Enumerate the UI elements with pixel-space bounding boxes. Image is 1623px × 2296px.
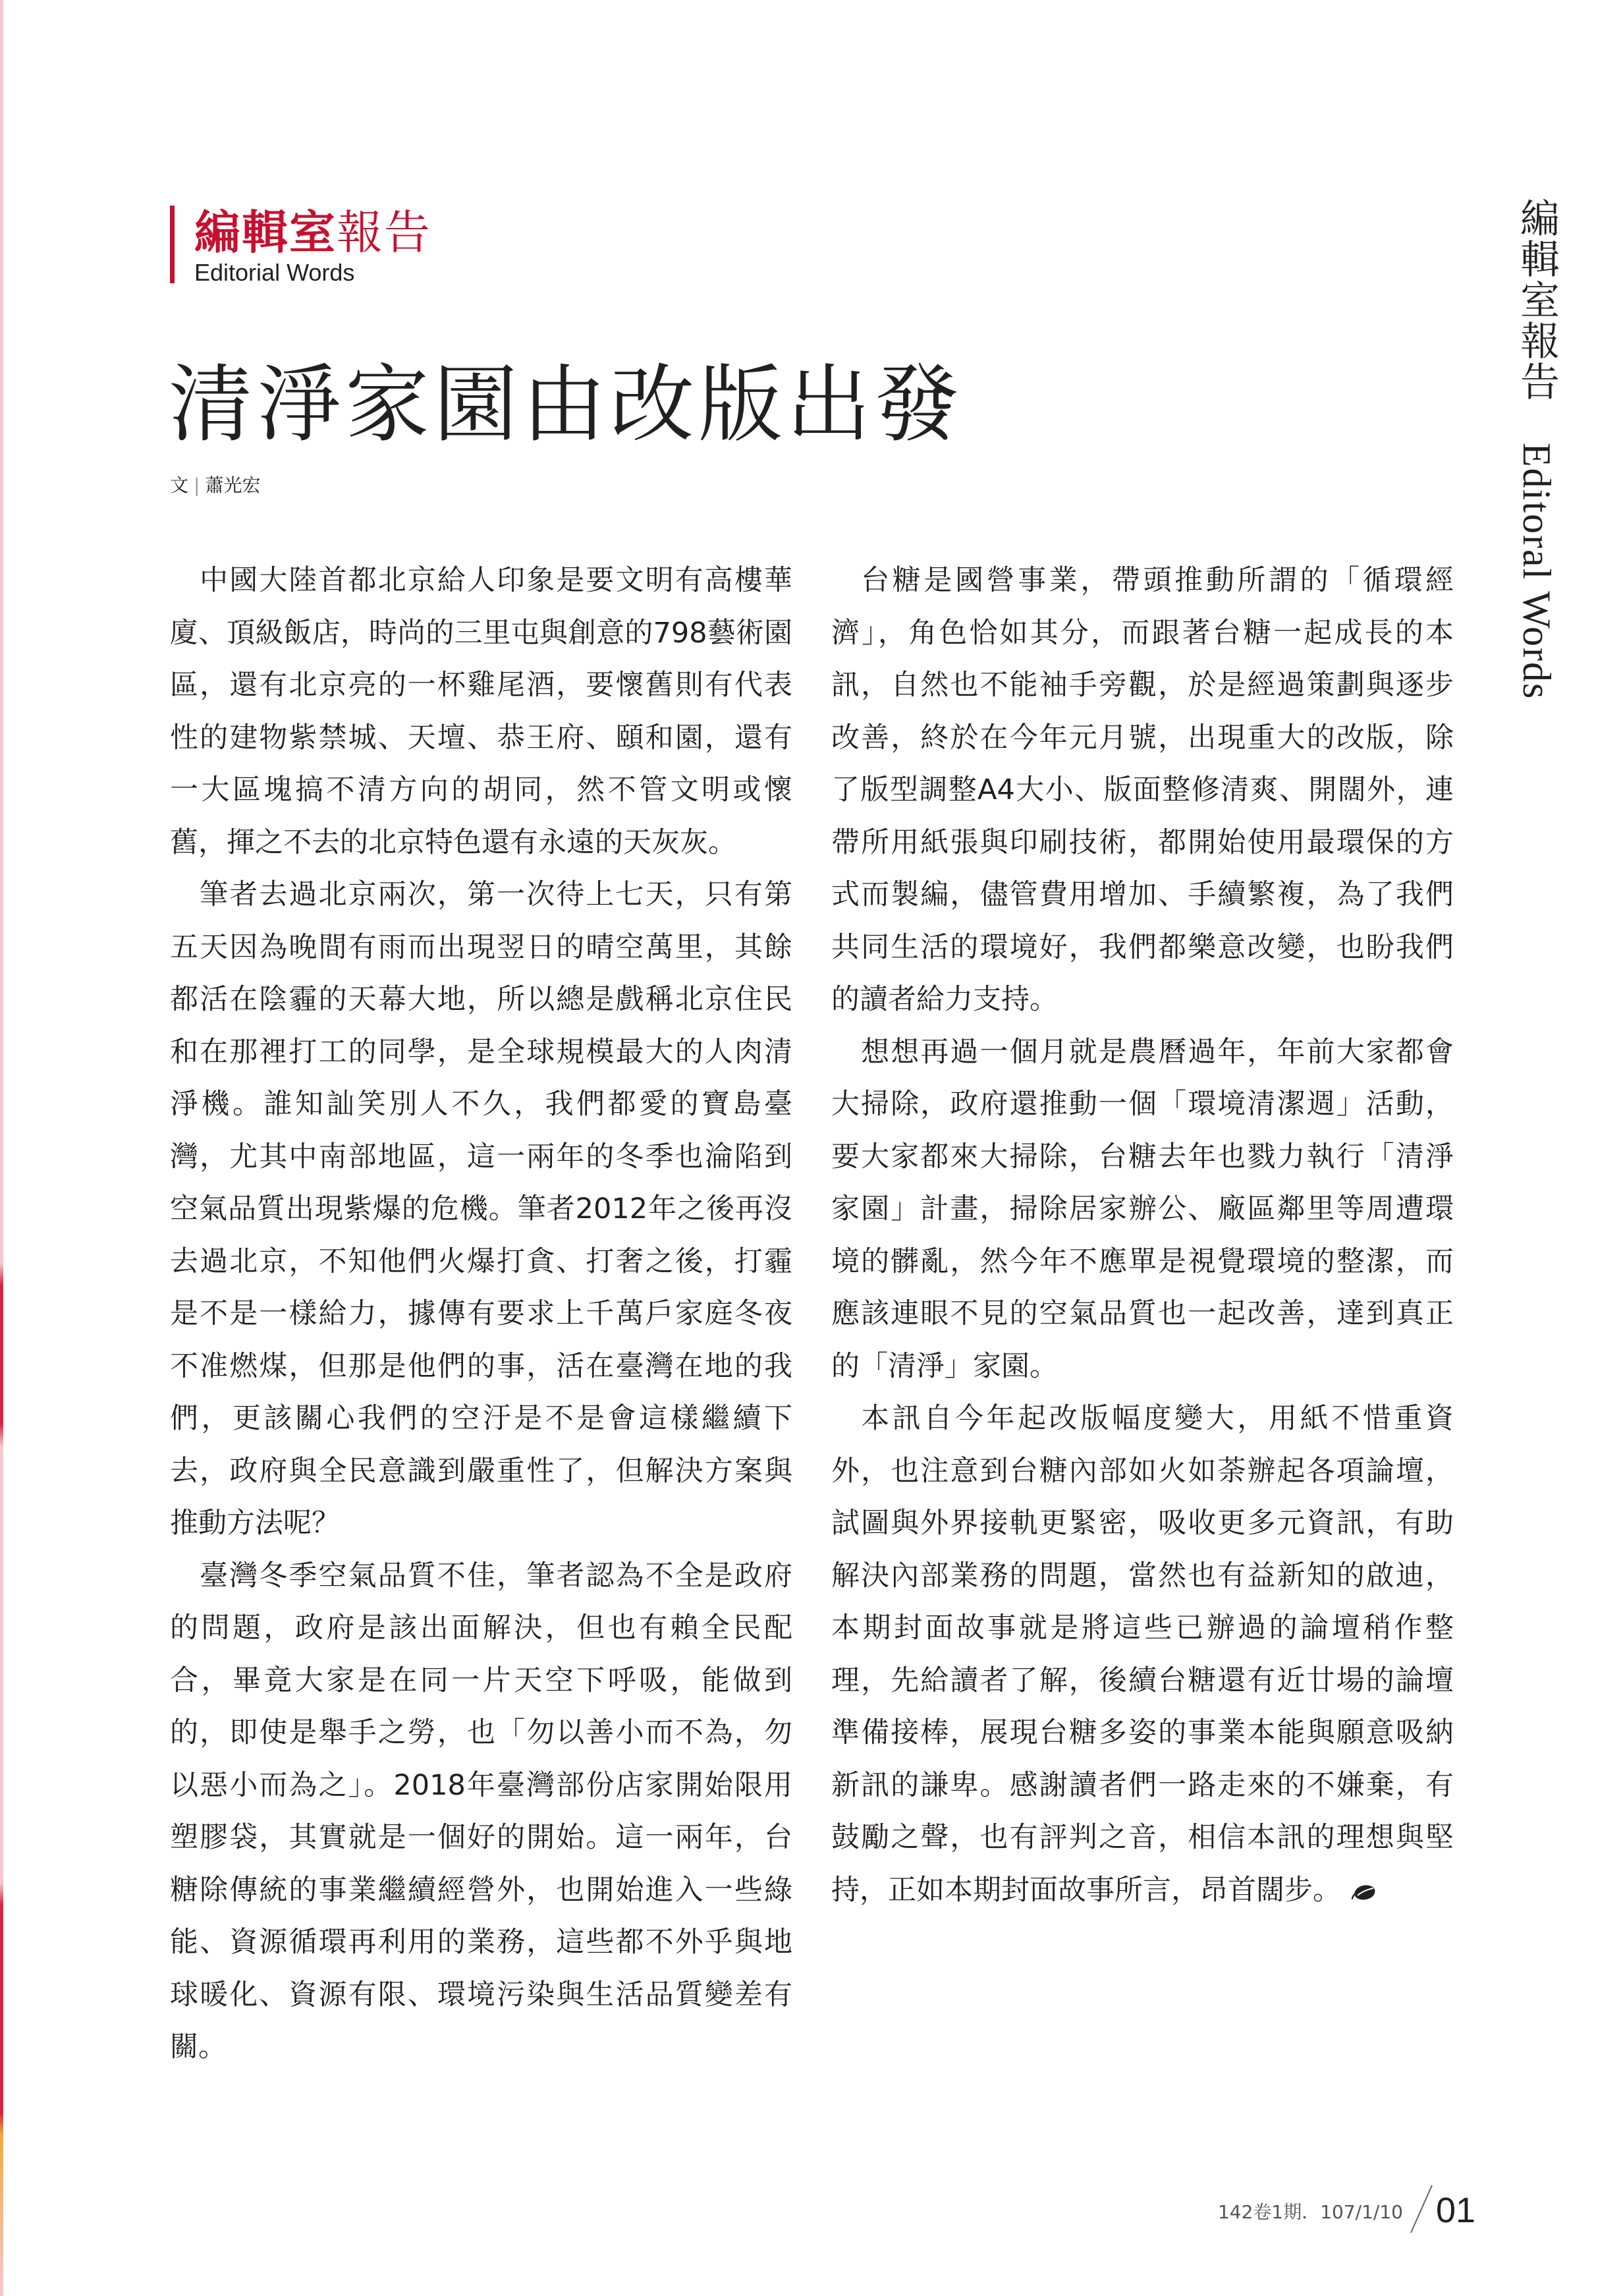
byline-separator: | <box>194 474 200 496</box>
byline-prefix: 文 <box>170 474 189 496</box>
vertical-label-en: Editoral Words <box>1515 443 1558 700</box>
byline <box>170 474 260 497</box>
article-paragraph: 台糖是國營事業，帶頭推動所謂的「循環經濟」，角色恰如其分，而跟著台糖一起成長的本訊，自然也不能袖手旁觀，於是經過策劃與逐步改善，終於在今年元月號，出現重大的改版，除了版型調整A4大小、版面整修清爽、開闊外，連帶所用紙張與印刷技術，都開始使用最環保的方式而製編，儘管費用增加、手續繁複，為了我們共同生活的環境好，我們都樂意改變，也盼我們的讀者給力支持。 <box>831 564 1454 1016</box>
article-paragraph <box>831 1393 1454 1917</box>
article-paragraph-text: 本訊自今年起改版幅度變大，用紙不惜重資外，也注意到台糖內部如火如荼辦起各項論壇，試圖與外界接軌更緊密，吸收更多元資訊，有助解決內部業務的問題，當然也有益新知的啟迪，本期封面故事就是將這些已辦過的論壇稍作整理，先給讀者了解，後續台糖還有近廿場的論壇準備接棒，展現台糖多姿的事業本能與願意吸納新訊的謙卑。感謝讀者們一路走來的不嫌棄，有鼓勵之聲，也有評判之音，相信本訊的理想與堅持，正如本期封面故事所言，昂首闊步。 <box>831 1402 1454 1907</box>
section-title-bold: 編輯室 <box>194 206 337 260</box>
section-title <box>194 206 431 260</box>
article-paragraph: 筆者去過北京兩次，第一次待上七天，只有第五天因為晚間有雨而出現翌日的晴空萬里，其餘都活在陰霾的天幕大地，所以總是戲稱北京住民和在那裡打工的同學，是全球規模最大的人肉清淨機。誰知訕笑別人不久，我們都愛的寶島臺灣，尤其中南部地區，這一兩年的冬季也淪陷到空氣品質出現紫爆的危機。筆者2012年之後再沒去過北京，不知他們火爆打貪、打奢之後，打霾是不是一樣給力，據傳有要求上千萬戶家庭冬夜不准燃煤，但那是他們的事，活在臺灣在地的我們，更該關心我們的空汙是不是會這樣繼續下去，政府與全民意識到嚴重性了，但解決方案與推動方法呢？ <box>170 878 792 1540</box>
leaf-end-icon <box>1352 1882 1378 1902</box>
article-title: 清淨家園由改版出發 <box>169 356 964 454</box>
article-column-left <box>170 555 792 2074</box>
article-paragraph: 中國大陸首都北京給人印象是要文明有高樓華廈、頂級飯店，時尚的三里屯與創意的798藝術園區，還有北京亮的一杯雞尾酒，要懷舊則有代表性的建物紫禁城、天壇、恭王府、頤和園，還有一大區塊搞不清方向的胡同，然不管文明或懷舊，揮之不去的北京特色還有永遠的天灰灰。 <box>170 564 792 859</box>
vertical-section-label <box>1515 198 1558 700</box>
vertical-label-zh: 編輯室報告 <box>1514 198 1560 402</box>
footer-slash-divider <box>1408 2183 1435 2235</box>
article-column-right <box>831 555 1454 1917</box>
page-number: 01 <box>1436 2191 1476 2230</box>
section-title-regular: 報告 <box>337 206 431 260</box>
section-header <box>170 206 431 286</box>
page-footer <box>1186 2177 1475 2237</box>
page-edge-stripe <box>0 0 3 2296</box>
article-paragraph: 臺灣冬季空氣品質不佳，筆者認為不全是政府的問題，政府是該出面解決，但也有賴全民配合，畢竟大家是在同一片天空下呼吸，能做到的，即使是舉手之勞，也「勿以善小而不為，勿以惡小而為之」。2018年臺灣部份店家開始限用塑膠袋，其實就是一個好的開始。這一兩年，台糖除傳統的事業繼續經營外，也開始進入一些綠能、資源循環再利用的業務，這些都不外乎與地球暖化、資源有限、環境污染與生活品質變差有關。 <box>170 1559 792 2063</box>
byline-author: 蕭光宏 <box>205 474 261 496</box>
article-paragraph: 想想再過一個月就是農曆過年，年前大家都會大掃除，政府還推動一個「環境清潔週」活動，要大家都來大掃除，台糖去年也戮力執行「清淨家園」計畫，掃除居家辦公、廠區鄰里等周遭環境的髒亂，然今年不應單是視覺環境的整潔，而應該連眼不見的空氣品質也一起改善，達到真正的「清淨」家園。 <box>831 1035 1454 1383</box>
issue-info: 142卷1期．107/1/10 <box>1217 2201 1403 2223</box>
section-subtitle: Editorial Words <box>194 259 355 286</box>
